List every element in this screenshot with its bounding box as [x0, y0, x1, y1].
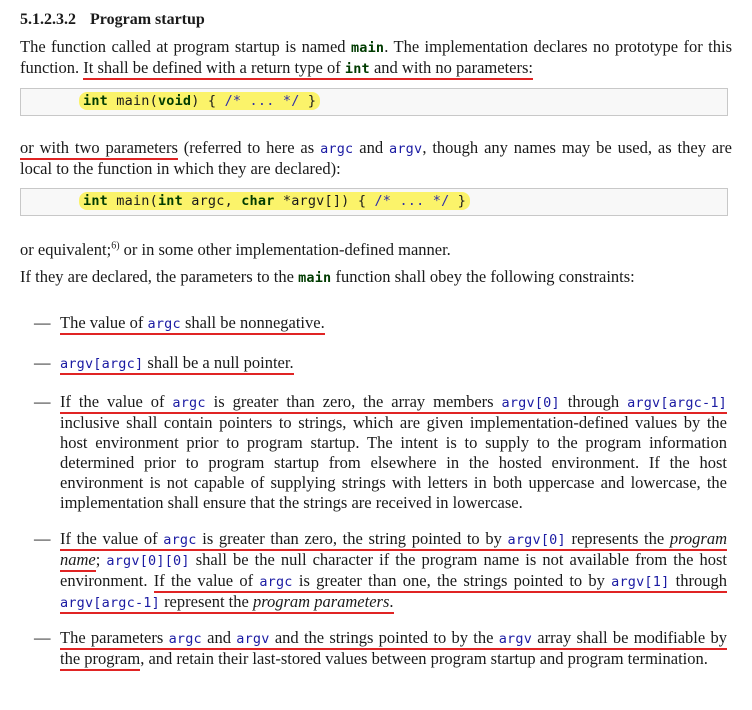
underlined-text — [60, 313, 325, 335]
code-comment: /* ... */ — [374, 193, 450, 209]
text: through — [559, 392, 628, 411]
highlighted-code — [79, 192, 470, 210]
text: is greater than one, the strings pointed to by — [292, 571, 612, 590]
text: If they are declared, the parameters to the — [20, 267, 299, 286]
text: inclusive shall contain pointers to strings, which are given implementation-defined values by the host environment prior to program startup. The intent is to supply to the program information determined prior to program startup from elsewhere in the hosted environment. If the host environment is not capable of supplying strings with letters in both uppercase and lowercase, the implementation shall ensure that the strings are received in lowercase. — [60, 413, 727, 512]
code-block-1 — [20, 88, 728, 116]
text: The parameters — [60, 628, 169, 647]
text: or equivalent; — [20, 240, 112, 259]
list-dash: — — [34, 313, 51, 332]
code-text: ) { — [191, 93, 225, 109]
section-title: Program startup — [90, 11, 205, 28]
text: It shall be defined with a return type of — [83, 58, 345, 77]
text: The function called at program startup is named — [20, 37, 351, 56]
text: , and retain their last-stored values between program startup and program termination. — [140, 649, 708, 668]
text: represent the — [159, 592, 253, 611]
underlined-text — [60, 392, 727, 414]
text: and — [201, 628, 237, 647]
code-argv-argc: argv[argc] — [60, 356, 144, 372]
code-keyword: void — [157, 93, 192, 109]
code-argv: argv — [389, 141, 423, 157]
paragraph-equivalent — [20, 240, 732, 260]
list-item — [20, 628, 732, 669]
underlined-text: or with two parameters — [20, 138, 178, 160]
code-main: main — [298, 270, 332, 286]
code-line — [79, 93, 320, 109]
text: represents the — [565, 529, 670, 548]
text: is greater than zero, the string pointed to by — [196, 529, 508, 548]
list-item — [20, 353, 732, 374]
text: shall be the null character if the program name is not available from the host environment. — [60, 550, 727, 590]
code-argv0: argv[0] — [507, 532, 566, 548]
code-argc: argc — [172, 395, 206, 411]
underlined-requirement — [83, 58, 533, 80]
text: is greater than zero, the array members — [205, 392, 502, 411]
list-item — [20, 313, 732, 334]
code-line — [79, 193, 470, 209]
text: and with no parameters: — [369, 58, 533, 77]
list-item-text — [60, 353, 727, 374]
footnote-ref[interactable]: 6) — [111, 240, 120, 252]
code-text: } — [449, 193, 467, 209]
paragraph-intro — [20, 37, 732, 79]
text: shall be nonnegative. — [180, 313, 325, 332]
text: and the strings pointed to by the — [269, 628, 499, 647]
text: If the value of — [153, 571, 260, 590]
code-argv00: argv[0][0] — [106, 553, 190, 569]
text: shall be a null pointer. — [143, 353, 294, 372]
text: , though any names may be used, as they are local to the function in which they are declared): — [20, 138, 732, 178]
list-item-text — [60, 313, 727, 334]
code-argv1: argv[1] — [611, 574, 670, 590]
code-argc: argc — [320, 141, 354, 157]
list-dash: — — [34, 529, 51, 548]
code-keyword: int — [83, 193, 108, 209]
code-keyword: int — [83, 93, 108, 109]
paragraph-constraints — [20, 267, 732, 288]
section-heading — [20, 11, 205, 29]
code-argc: argc — [168, 631, 202, 647]
code-keyword: char — [241, 193, 275, 209]
code-text: main( — [107, 193, 158, 209]
code-argc: argc — [147, 316, 181, 332]
list-dash: — — [34, 628, 51, 647]
text: or in some other implementation-defined manner. — [119, 240, 451, 259]
text: . The implementation declares no prototype for this function. — [20, 37, 732, 77]
term-program-name: program name — [60, 529, 728, 569]
list-item — [20, 529, 732, 613]
code-comment: /* ... */ — [224, 93, 300, 109]
code-argv0: argv[0] — [501, 395, 560, 411]
list-dash: — — [34, 392, 51, 411]
text: If the value of — [60, 529, 164, 548]
code-keyword: int — [157, 193, 183, 209]
code-text: main( — [107, 93, 158, 109]
paragraph-two-params — [20, 138, 732, 179]
list-dash: — — [34, 353, 51, 372]
code-text: } — [299, 93, 317, 109]
highlighted-code — [79, 92, 320, 110]
code-main: main — [350, 40, 385, 56]
text: ; — [95, 550, 107, 569]
list-item-text — [60, 529, 727, 613]
text: If the value of — [60, 392, 173, 411]
code-text: argc, — [182, 193, 242, 209]
text: (referred to here as — [177, 138, 321, 157]
section-number: 5.1.2.3.2 — [20, 11, 76, 28]
code-argv: argv — [236, 631, 270, 647]
code-argv-last: argv[argc-1] — [60, 595, 160, 611]
code-int: int — [344, 61, 370, 77]
code-argv: argv — [498, 631, 533, 647]
underlined-text — [60, 353, 294, 375]
code-argc: argc — [259, 574, 293, 590]
code-text: *argv[]) { — [274, 193, 375, 209]
text: function shall obey the following constraints: — [331, 267, 635, 286]
term-program-parameters: program parameters — [252, 592, 390, 611]
code-block-2 — [20, 188, 728, 216]
text: through — [669, 571, 727, 590]
code-argv-last: argv[argc-1] — [627, 395, 727, 411]
code-argc: argc — [163, 532, 197, 548]
underlined-text — [60, 571, 727, 614]
text: The value of — [60, 313, 148, 332]
list-item-text — [60, 628, 727, 669]
text: . — [389, 592, 394, 611]
list-item — [20, 392, 732, 513]
list-item-text — [60, 392, 727, 513]
text: and — [353, 138, 390, 157]
text: array shall be modifiable by the program — [60, 628, 727, 668]
